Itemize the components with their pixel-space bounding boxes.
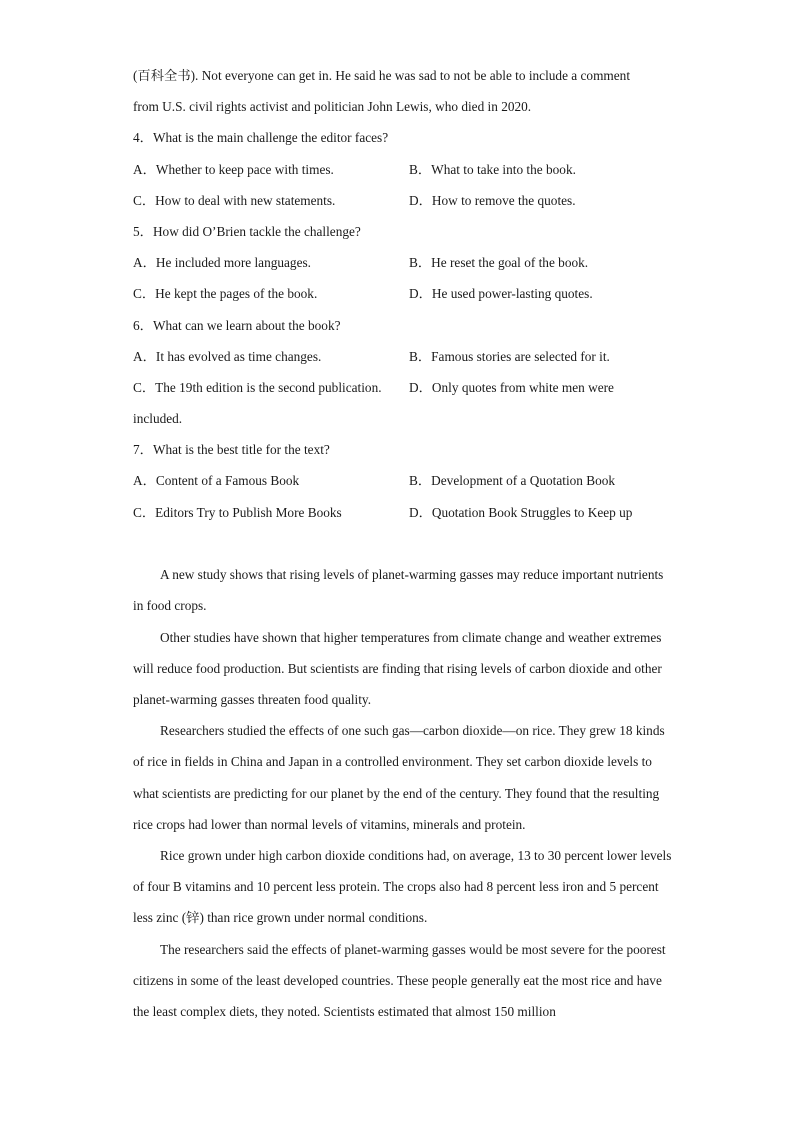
passage-paragraph-2: Other studies have shown that higher temperatures from climate change and weather extremes will reduce food production. But scientists are finding that rising levels of carbon dioxide and other planet-warming gasses threaten food quality. — [133, 629, 662, 708]
question-6-option-c: C．The 19th edition is the second publication. — [133, 379, 382, 395]
question-4-option-c: C．How to deal with new statements. — [133, 192, 336, 208]
question-7-option-b: B．Development of a Quotation Book — [409, 473, 616, 489]
question-6-option-d: D．Only quotes from white men were — [409, 379, 614, 395]
intro-line-1: (百科全书). Not everyone can get in. He said he was sad to not be able to include a comment — [133, 68, 631, 83]
document-page — [133, 60, 673, 1027]
question-6-stem: 6．What can we learn about the book? — [133, 317, 341, 333]
section-gap — [133, 528, 673, 559]
question-4-options-row-1 — [133, 154, 673, 185]
question-6-option-a: A．It has evolved as time changes. — [133, 348, 322, 364]
question-7-stem: 7．What is the best title for the text? — [133, 442, 330, 458]
question-6-option-b: B．Famous stories are selected for it. — [409, 348, 610, 364]
intro-line-2: from U.S. civil rights activist and politician John Lewis, who died in 2020. — [133, 99, 532, 115]
passage-paragraph-3: Researchers studied the effects of one such gas—carbon dioxide—on rice. They grew 18 kinds of rice in fields in China and Japan in a controlled environment. They set carbon dioxide levels to what scientists are predicting for our planet by the end of the century. They found that the resulting rice crops had lower than normal levels of vitamins, minerals and protein. — [133, 723, 665, 832]
passage-paragraph-4: Rice grown under high carbon dioxide conditions had, on average, 13 to 30 percent lower levels of four B vitamins and 10 percent less protein. The crops also had 8 percent less iron and 5 percent less zinc (锌) than rice grown under normal conditions. — [133, 848, 672, 926]
question-7-options-row-1 — [133, 465, 673, 496]
question-5-options-row-1 — [133, 247, 673, 278]
question-5-stem: 5．How did O’Brien tackle the challenge? — [133, 223, 361, 239]
passage-paragraph-1: A new study shows that rising levels of planet-warming gasses may reduce important nutrients in food crops. — [133, 567, 664, 614]
question-6-options-row-1 — [133, 341, 673, 372]
question-4-option-a: A．Whether to keep pace with times. — [133, 161, 334, 177]
question-4-option-b: B．What to take into the book. — [409, 161, 576, 177]
question-7-options-row-2 — [133, 497, 673, 528]
question-6-options-row-2 — [133, 372, 673, 403]
question-5-option-b: B．He reset the goal of the book. — [409, 255, 589, 271]
question-5-option-c: C．He kept the pages of the book. — [133, 286, 318, 302]
question-7-option-a: A．Content of a Famous Book — [133, 473, 300, 489]
question-4-options-row-2 — [133, 185, 673, 216]
question-5-option-a: A．He included more languages. — [133, 255, 311, 271]
passage-paragraph-5: The researchers said the effects of planet-warming gasses would be most severe for the poorest citizens in some of the least developed countries. These people generally eat the most rice and have the least complex diets, they noted. Scientists estimated that almost 150 million — [133, 941, 666, 1020]
question-5-option-d: D．He used power-lasting quotes. — [409, 286, 593, 302]
question-7-option-c: C．Editors Try to Publish More Books — [133, 504, 342, 520]
question-5-options-row-2 — [133, 278, 673, 309]
question-4-stem: 4．What is the main challenge the editor faces? — [133, 130, 389, 146]
question-6-option-d-wrap: included. — [133, 411, 183, 427]
question-7-option-d: D．Quotation Book Struggles to Keep up — [409, 504, 633, 520]
question-4-option-d: D．How to remove the quotes. — [409, 192, 576, 208]
